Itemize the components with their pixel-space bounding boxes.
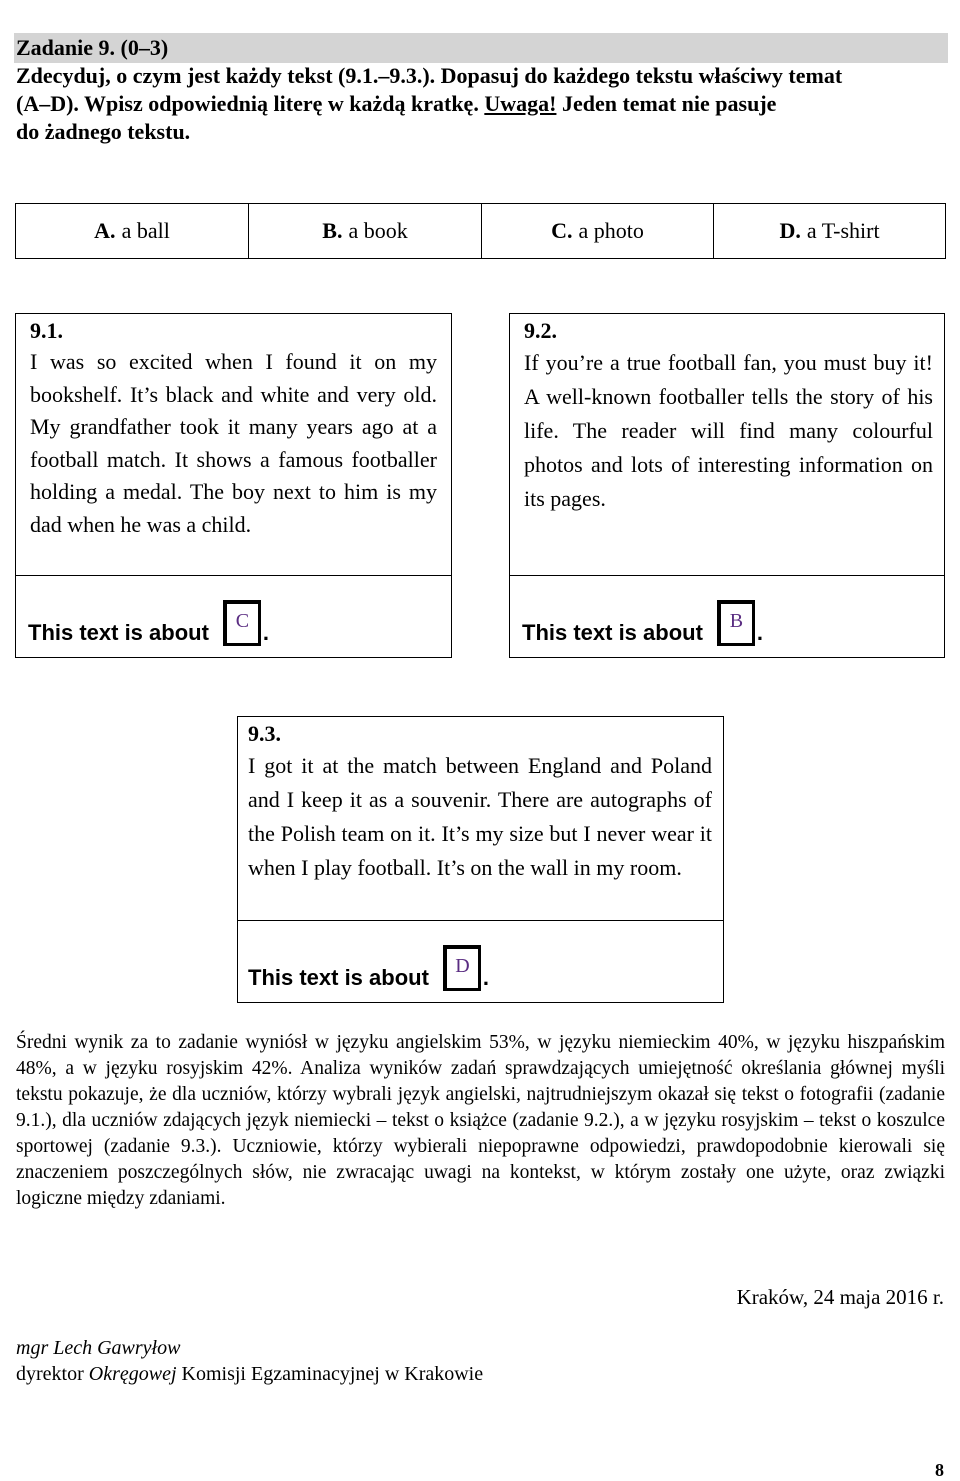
topic-label: a T-shirt [806,218,880,243]
topic-d [714,204,945,258]
exercise-text: If you’re a true football fan, you must buy it! A well-known footballer tells the story of his life. The reader will find many colourful photos and lots of interesting information on its pages. [524,350,933,511]
topic-letter: A. [94,218,116,243]
topic-label: a ball [121,218,170,243]
exercise-9-1-text-box [15,313,452,576]
signature-name: mgr Lech Gawryłow [16,1337,181,1359]
exercise-9-2-text-box [509,313,945,576]
task-title: Zadanie 9. (0–3) [14,33,948,63]
period: . [482,965,490,990]
task-instruction [16,62,946,146]
topic-b [249,204,482,258]
instruction-line1: Zdecyduj, o czym jest każdy tekst (9.1.–9.3.). Dopasuj do każdego tekstu właściwy temat [16,63,843,88]
role-prefix: dyrektor [16,1363,84,1385]
topic-label: a photo [578,218,644,243]
exercise-9-2-answer-row [509,575,945,658]
exercise-number: 9.3. [248,721,281,746]
topics-table [15,203,946,259]
role-italic: Okręgowej [88,1363,177,1385]
instruction-line2: (A–D). Wpisz odpowiednią literę w każdą kratkę. [16,91,479,116]
answer-box[interactable]: D [443,945,481,991]
exercise-text: I was so excited when I found it on my bookshelf. It’s black and white and very old. My grandfather took it many years ago at a football match. It shows a famous footballer holding a medal. The boy next to him is my dad when he was a child. [30,349,437,537]
exercise-text: I got it at the match between England and Poland and I keep it as a souvenir. There are autographs of the Polish team on it. It’s my size but I never wear it when I play football. It’s on the wall in my room. [248,753,712,880]
exercise-number: 9.1. [30,318,63,343]
exercise-9-1-answer-row [15,575,452,658]
place-date: Kraków, 24 maja 2016 r. [736,1285,944,1309]
exercise-9-3-answer-row [237,920,724,1003]
topic-letter: B. [322,218,343,243]
period: . [262,620,270,645]
about-label: This text is about [248,965,429,990]
page-number: 8 [935,1460,944,1480]
warning-label: Uwaga! [484,91,557,116]
about-label: This text is about [28,620,209,645]
signature-role [16,1363,483,1386]
topic-c [482,204,714,258]
role-suffix: Komisji Egzaminacyjnej w Krakowie [181,1363,484,1385]
results-summary: Średni wynik za to zadanie wyniósł w języku angielskim 53%, w języku niemieckim 40%, w języku hiszpańskim 48%, a w języku rosyjskim 42%. Analiza wyników zadań sprawdzających umiejętność określania głównej myśli tekstu pokazuje, że dla uczniów, którzy wybrali język angielski, najtrudniejszym okazał się tekst o fotografii (zadanie 9.1.), dla uczniów zdających język niemiecki – tekst o książce (zadanie 9.2.), a w języku rosyjskim – tekst o koszulce sportowej (zadanie 9.3.). Uczniowie, którzy wybierali niepoprawne odpowiedzi, prawdopodobnie kierowali się znaczeniem poszczególnych słów, nie zwracając uwagi na kontekst, w którym zostały one użyte, oraz związki logiczne między zdaniami. [16,1032,945,1209]
topic-label: a book [348,218,408,243]
topic-a [16,204,249,258]
about-label: This text is about [522,620,703,645]
topic-letter: C. [551,218,573,243]
exercise-9-3-text-box [237,716,724,921]
period: . [756,620,764,645]
answer-box[interactable]: B [717,600,755,646]
instruction-line3: Jeden temat nie pasuje [561,91,777,116]
instruction-line4: do żadnego tekstu. [16,119,191,144]
topic-letter: D. [779,218,801,243]
exercise-number: 9.2. [524,318,557,343]
answer-box[interactable]: C [223,600,261,646]
